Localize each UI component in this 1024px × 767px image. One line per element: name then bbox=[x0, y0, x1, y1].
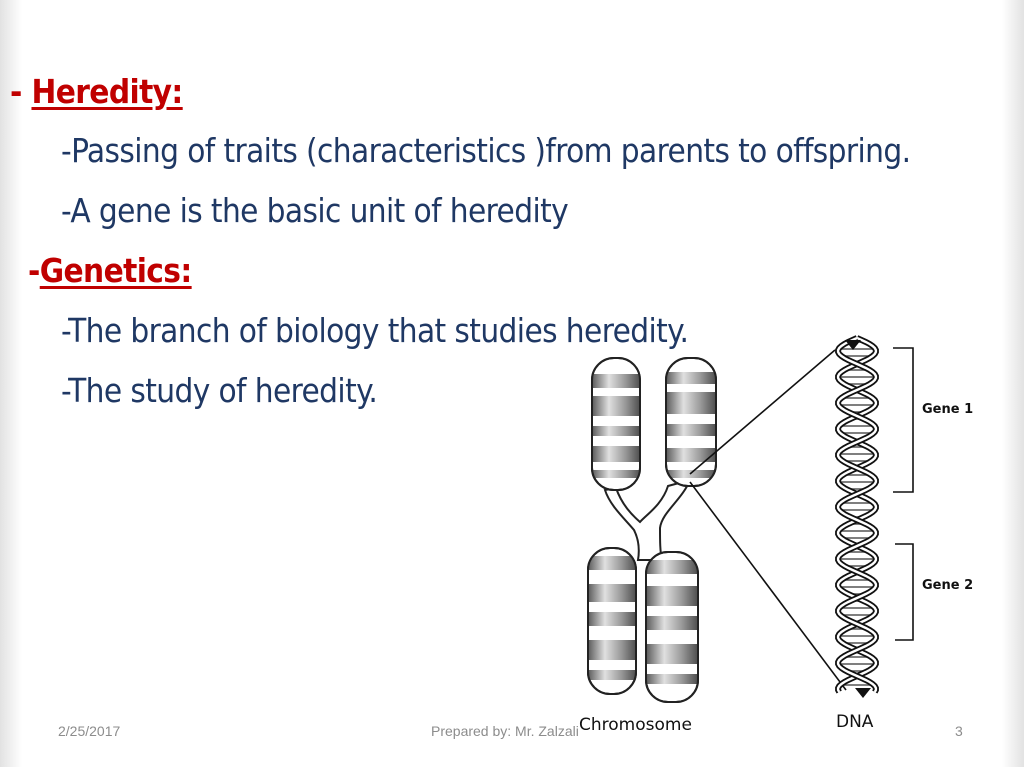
footer-date: 2/25/2017 bbox=[58, 723, 121, 739]
heading-label: Genetics: bbox=[39, 251, 192, 290]
gene1-bracket bbox=[893, 348, 913, 492]
heading-dash: - bbox=[10, 72, 32, 111]
footer-author: Prepared by: Mr. Zalzali bbox=[431, 723, 579, 739]
dna-helix bbox=[838, 338, 876, 698]
gene2-label: Gene 2 bbox=[922, 578, 974, 593]
gene1-label: Gene 1 bbox=[922, 402, 974, 417]
bullet-study-of-heredity: -The study of heredity. bbox=[61, 371, 378, 410]
chromosome bbox=[586, 358, 720, 702]
heading-dash: - bbox=[28, 251, 40, 290]
bullet-branch-of-biology: -The branch of biology that studies heredity. bbox=[61, 311, 689, 350]
connector-line-bottom bbox=[690, 482, 846, 690]
bullet-gene-basic-unit: -A gene is the basic unit of heredity bbox=[61, 191, 569, 230]
footer-page-number: 3 bbox=[955, 723, 963, 739]
chromosome-label: Chromosome bbox=[579, 715, 692, 735]
heading-label: Heredity: bbox=[31, 72, 183, 111]
dna-end-cap bbox=[855, 688, 871, 698]
dna-label: DNA bbox=[836, 712, 874, 732]
gene2-bracket bbox=[895, 544, 913, 640]
bullet-passing-of-traits: -Passing of traits (characteristics )from parents to offspring. bbox=[61, 131, 911, 170]
